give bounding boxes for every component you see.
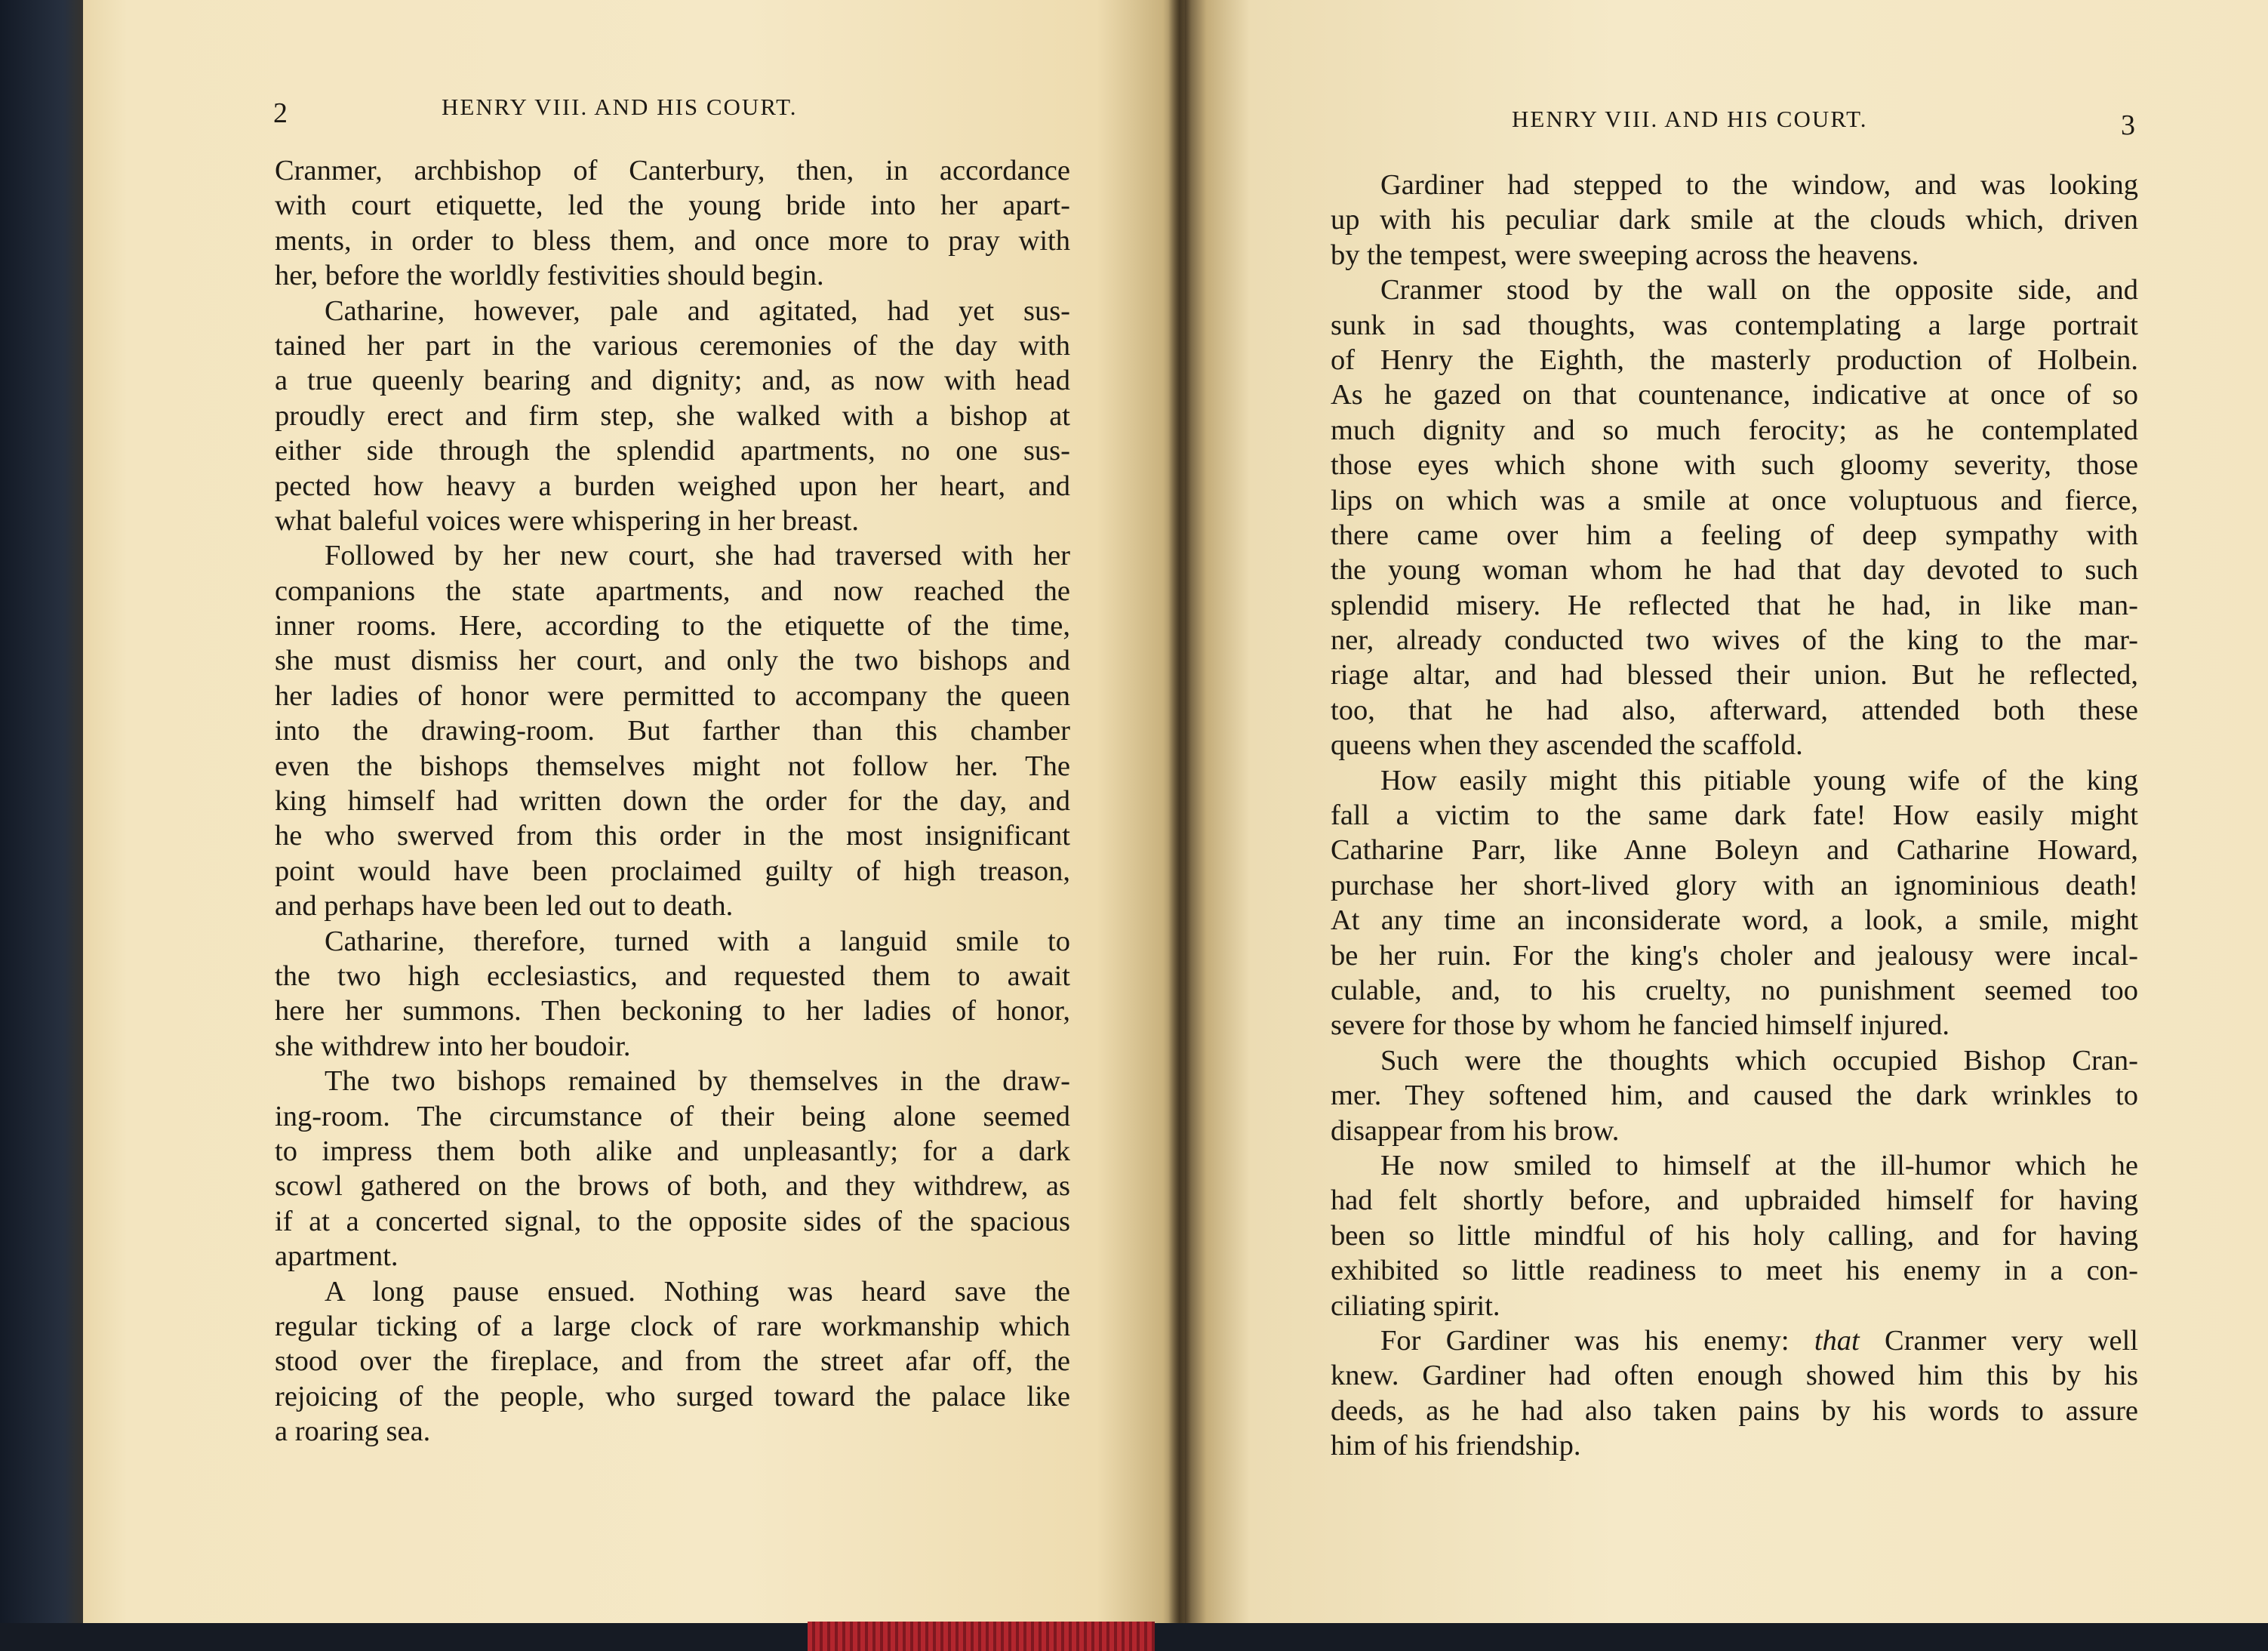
text-line: proudly erect and firm step, she walked with a bishop at — [275, 399, 1070, 432]
text-line: ing-room. The circumstance of their being alone seemed — [275, 1100, 1070, 1132]
text-line: either side through the splendid apartments, no one sus- — [275, 435, 1070, 467]
paragraph — [275, 1274, 1070, 1449]
text-line: of Henry the Eighth, the masterly production of Holbein. — [1331, 343, 2138, 376]
text-line: rejoicing of the people, who surged toward the palace like — [275, 1380, 1070, 1412]
text-line: splendid misery. He reflected that he had, in like man- — [1331, 589, 2138, 621]
text-line: her, before the worldly festivities should begin. — [275, 260, 824, 292]
text-line: severe for those by whom he fancied himself injured. — [1331, 1009, 1950, 1042]
text-line: Catharine, however, pale and agitated, had yet sus- — [325, 294, 1070, 327]
text-line: a true queenly bearing and dignity; and, as now with head — [275, 365, 1070, 397]
paragraph — [275, 1064, 1070, 1274]
text-line: to impress them both alike and unpleasantly; for a dark — [275, 1135, 1070, 1167]
paragraph — [275, 924, 1070, 1064]
paragraph — [1331, 273, 2138, 762]
text-line: those eyes which shone with such gloomy severity, those — [1331, 449, 2138, 482]
text-line: apartment. — [275, 1240, 399, 1273]
text-line: riage altar, and had blessed their union. But he reflected, — [1331, 659, 2138, 692]
page-number: 3 — [2121, 109, 2135, 141]
text-line: lips on which was a smile at once voluptuous and fierce, — [1331, 484, 2138, 516]
text-line: fall a victim to the same dark fate! How easily might — [1331, 799, 2138, 832]
text-line: culable, and, to his cruelty, no punishment seemed too — [1331, 974, 2138, 1006]
text-line: king himself had written down the order for the day, and — [275, 785, 1070, 818]
text-line: Cranmer, archbishop of Canterbury, then, in accordance — [275, 155, 1070, 186]
text-line: Catharine Parr, like Anne Boleyn and Catharine Howard, — [1331, 834, 2138, 867]
text-line: by the tempest, were sweeping across the heavens. — [1331, 239, 1919, 271]
text-line: companions the state apartments, and now reached the — [275, 574, 1070, 607]
text-line: At any time an inconsiderate word, a look, a smile, might — [1331, 904, 2138, 937]
text-line: ner, already conducted two wives of the king to the mar- — [1331, 624, 2138, 657]
text-line: too, that he had also, afterward, attended both these — [1331, 694, 2138, 726]
text-line: purchase her short-lived glory with an ignominious death! — [1331, 869, 2138, 901]
text-line: if at a concerted signal, to the opposite sides of the spacious — [275, 1205, 1070, 1237]
running-head: HENRY VIII. AND HIS COURT. — [1512, 106, 1868, 132]
text-line: she must dismiss her court, and only the two bishops and — [275, 645, 1070, 677]
italic-text: that — [1814, 1324, 1860, 1357]
text-line: up with his peculiar dark smile at the clouds which, driven — [1331, 204, 2138, 236]
text-line: here her summons. Then beckoning to her ladies of honor, — [275, 995, 1070, 1027]
right-page — [1185, 0, 2268, 1623]
book-cover-edge — [0, 0, 91, 1651]
text-line: He now smiled to himself at the ill-humor which he — [1380, 1149, 2138, 1181]
paragraph — [275, 294, 1070, 539]
headband — [808, 1622, 1155, 1651]
text-line: she withdrew into her boudoir. — [275, 1030, 631, 1062]
text-line: there came over him a feeling of deep sympathy with — [1331, 519, 2138, 551]
text-line: A long pause ensued. Nothing was heard save the — [325, 1275, 1070, 1308]
paragraph — [1331, 1043, 2138, 1148]
text-line: Cranmer stood by the wall on the opposite side, and — [1380, 274, 2138, 306]
text-line: sunk in sad thoughts, was contemplating a large portrait — [1331, 309, 2138, 341]
text-line — [1331, 1323, 2138, 1358]
text-line: inner rooms. Here, according to the etiquette of the time, — [275, 610, 1070, 642]
text-line: How easily might this pitiable young wife of the king — [1380, 764, 2138, 796]
text-line: the two high ecclesiastics, and requested them to await — [275, 959, 1070, 992]
text-line: what baleful voices were whispering in her breast. — [275, 504, 860, 537]
paragraph — [1331, 168, 2138, 273]
text-line: he who swerved from this order in the most insignificant — [275, 820, 1070, 852]
paragraph — [1331, 1323, 2138, 1464]
text-line: much dignity and so much ferocity; as he contemplated — [1331, 414, 2138, 446]
text-line: into the drawing-room. But farther than this chamber — [275, 715, 1070, 747]
text-line: Such were the thoughts which occupied Bishop Cran- — [1380, 1044, 2138, 1077]
text-line: exhibited so little readiness to meet his enemy in a con- — [1331, 1255, 2138, 1287]
text-line: Gardiner had stepped to the window, and was looking — [1380, 169, 2138, 201]
page-number: 2 — [273, 97, 288, 129]
text-line: pected how heavy a burden weighed upon her heart, and — [275, 470, 1070, 502]
text-line: be her ruin. For the king's choler and jealousy were incal- — [1331, 939, 2138, 972]
paragraph — [1331, 1148, 2138, 1323]
book-gutter — [1168, 0, 1191, 1623]
text-line: had felt shortly before, and upbraided himself for having — [1331, 1184, 2138, 1217]
running-head: HENRY VIII. AND HIS COURT. — [442, 94, 798, 120]
text-line: her ladies of honor were permitted to accompany the queen — [275, 679, 1070, 712]
text-line: ments, in order to bless them, and once more to pray with — [275, 224, 1070, 257]
paragraph — [275, 153, 1070, 294]
text-line: knew. Gardiner had often enough showed him this by his — [1331, 1360, 2138, 1392]
text-line: scowl gathered on the brows of both, and they withdrew, as — [275, 1170, 1070, 1203]
text-line: been so little mindful of his holy calling, and for having — [1331, 1219, 2138, 1252]
text-line: him of his friendship. — [1331, 1430, 1581, 1462]
text-line: the young woman whom he had that day devoted to such — [1331, 554, 2138, 587]
text-line: regular ticking of a large clock of rare workmanship which — [275, 1310, 1070, 1342]
body-text — [275, 153, 1070, 1449]
text-line: queens when they ascended the scaffold. — [1331, 729, 1803, 762]
text-segment: For Gardiner was his enemy: — [1380, 1324, 1814, 1357]
text-line: and perhaps have been led out to death. — [275, 890, 734, 923]
text-line: deeds, as he had also taken pains by his words to assure — [1331, 1394, 2138, 1427]
text-line: Followed by her new court, she had traversed with her — [325, 540, 1070, 572]
paragraph — [1331, 763, 2138, 1043]
body-text — [1331, 168, 2138, 1463]
text-line: disappear from his brow. — [1331, 1114, 1620, 1147]
text-line: with court etiquette, led the young bride into her apart- — [275, 189, 1070, 222]
text-line: tained her part in the various ceremonies of the day with — [275, 329, 1070, 362]
text-line: a roaring sea. — [275, 1415, 431, 1448]
text-line: As he gazed on that countenance, indicative at once of so — [1331, 379, 2138, 411]
text-line: even the bishops themselves might not follow her. The — [275, 750, 1070, 782]
text-line: Catharine, therefore, turned with a languid smile to — [325, 925, 1070, 957]
text-segment: Cranmer very well — [1859, 1324, 2138, 1357]
text-line: mer. They softened him, and caused the dark wrinkles to — [1331, 1080, 2138, 1112]
text-line: ciliating spirit. — [1331, 1289, 1500, 1322]
text-line: stood over the fireplace, and from the street afar off, the — [275, 1345, 1070, 1378]
text-line: The two bishops remained by themselves in the draw- — [325, 1065, 1070, 1098]
text-line: point would have been proclaimed guilty of high treason, — [275, 855, 1070, 887]
paragraph — [275, 538, 1070, 923]
left-page — [83, 0, 1185, 1623]
